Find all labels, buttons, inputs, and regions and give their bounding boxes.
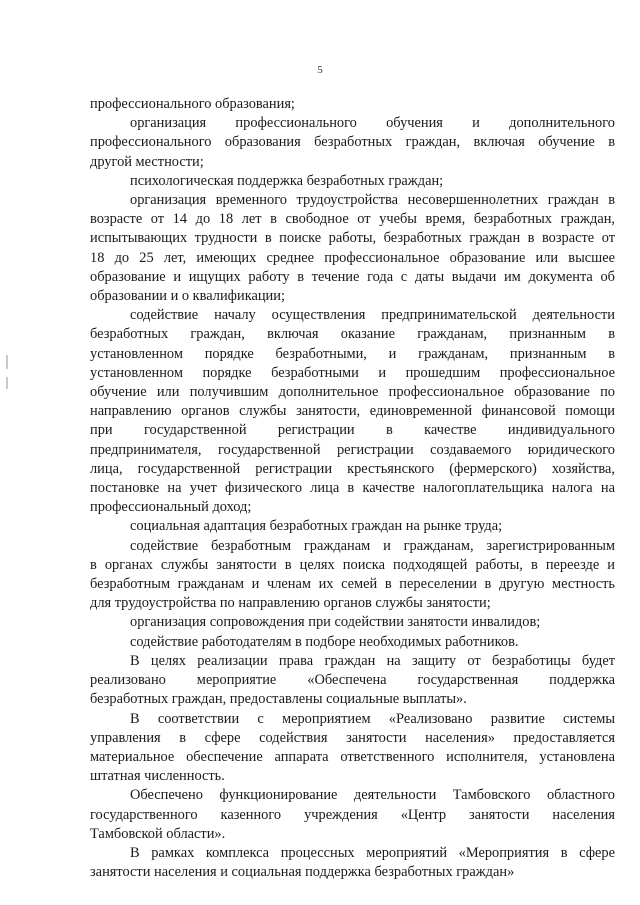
scan-margin-mark [6,377,8,389]
paragraph-line: реализовано мероприятие «Обеспечена государственная поддержка [90,672,615,689]
paragraph-line: Обеспечено функционирование деятельности Тамбовского областного [130,787,615,804]
paragraph-line: профессионального образования безработных граждан, включая обучение в [90,134,615,151]
paragraph-line: В соответствии с мероприятием «Реализовано развитие системы [130,710,615,727]
paragraph-line: в органах службы занятости в целях поиска подходящей работы, в переезде и [90,556,615,573]
paragraph-line: безработных граждан, включая оказание гражданам, признанным в [90,326,615,343]
paragraph [90,633,615,652]
paragraph [90,652,615,710]
paragraph-line: организация сопровождения при содействии занятости инвалидов; [130,614,541,631]
paragraph [90,786,615,844]
paragraph-line: материальное обеспечение аппарата ответственного исполнителя, установлена [90,748,615,765]
paragraph [90,114,615,172]
paragraph-line: образовании и о квалификации; [90,288,285,305]
paragraph-line: штатная численность. [90,768,225,785]
paragraph [90,172,615,191]
paragraph-line: обучение или получившим дополнительное профессиональное образование по [90,384,615,401]
paragraph-line: возрасте от 14 до 18 лет в свободное от учебы время, безработных граждан, [90,211,615,228]
paragraph-line: психологическая поддержка безработных граждан; [130,172,444,189]
paragraph-line: установленном порядке безработными, и гражданам, признанным в [90,345,615,362]
paragraph-line: Тамбовской области». [90,825,226,842]
paragraph [90,191,615,306]
scan-margin-mark [6,355,8,369]
paragraph-line: испытывающих трудности в поиске работы, безработных граждан в возрасте от [90,230,615,247]
paragraph-line: предпринимателя, государственной регистрации создаваемого юридического [90,441,615,458]
paragraph-line: социальная адаптация безработных граждан на рынке труда; [130,518,503,535]
document-body [90,95,615,882]
paragraph-line: содействие безработным гражданам и гражданам, зарегистрированным [130,537,615,554]
paragraph-line: постановке на учет физического лица в качестве налогоплательщика налога на [90,480,615,497]
paragraph-line: содействие работодателям в подборе необходимых работников. [130,633,519,650]
paragraph [90,844,615,882]
paragraph-line: другой местности; [90,153,204,170]
paragraph [90,95,615,114]
paragraph-line: лица, государственной регистрации крестьянского (фермерского) хозяйства, [90,460,615,477]
paragraph-line: организация временного трудоустройства несовершеннолетних граждан в [130,192,615,209]
paragraph-line: содействие началу осуществления предпринимательской деятельности [130,307,615,324]
paragraph-line: 18 до 25 лет, имеющих среднее профессиональное образование или высшее [90,249,615,266]
paragraph-line: установленном порядке безработными и прошедшим профессиональное [90,364,615,381]
paragraph-line: профессионального образования; [90,96,295,112]
paragraph [90,517,615,536]
paragraph-line: безработным гражданам и членам их семей в переселении в другую местность [90,576,615,593]
paragraph-line: организация профессионального обучения и дополнительного [130,115,615,132]
paragraph-line: образование и ищущих работу в течение года с даты выдачи им документа об [90,268,615,285]
paragraph-line: В рамках комплекса процессных мероприятий «Мероприятия в сфере [130,844,615,861]
paragraph [90,306,615,517]
paragraph-line: управления в сфере содействия занятости населения» предоставляется [90,729,615,746]
paragraph-line: государственного казенного учреждения «Центр занятости населения [90,806,615,823]
paragraph [90,537,615,614]
paragraph-line: безработных граждан, предоставлены социальные выплаты». [90,691,467,708]
paragraph-line: профессиональный доход; [90,499,252,516]
paragraph-line: для трудоустройства по направлению органов службы занятости; [90,595,491,612]
paragraph [90,710,615,787]
paragraph-line: при государственной регистрации в качестве индивидуального [90,422,615,439]
paragraph-line: В целях реализации права граждан на защиту от безработицы будет [130,652,615,669]
paragraph [90,613,615,632]
paragraph-line: направлению органов службы занятости, единовременной финансовой помощи [90,403,615,420]
paragraph-line: занятости населения и социальная поддержка безработных граждан» [90,864,515,881]
page-number: 5 [317,64,323,76]
